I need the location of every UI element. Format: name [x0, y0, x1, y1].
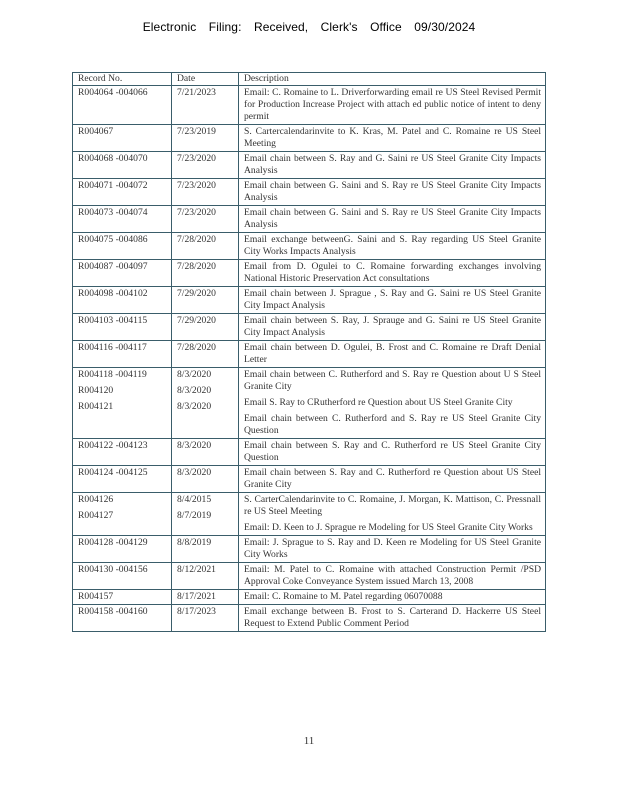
record-number: R004068 -004070 — [78, 153, 148, 164]
record-description: S. Cartercalendarinvite to K. Kras, M. Patel and C. Romaine re US Steel Meeting — [244, 126, 541, 149]
record-number: R004120 — [78, 385, 114, 396]
table-row — [73, 179, 546, 206]
description-cell — [239, 439, 546, 466]
date-cell — [172, 260, 239, 287]
record-date: 7/23/2020 — [177, 207, 216, 218]
record-number: R004126 — [78, 494, 114, 505]
record-description: Email chain between J. Sprague , S. Ray and G. Saini re US Steel Granite City Impact Analysis — [244, 288, 541, 311]
record-date: 8/17/2021 — [177, 591, 216, 602]
date-cell — [172, 466, 239, 493]
record-date: 7/29/2020 — [177, 315, 216, 326]
table-row — [73, 260, 546, 287]
table-row — [73, 125, 546, 152]
column-header-date: Date — [172, 73, 239, 86]
record-description: Email chain between G. Saini and S. Ray re US Steel Granite City Impacts Analysis — [244, 207, 541, 230]
record-date: 8/7/2019 — [177, 510, 212, 521]
record-description: Email chain between S. Ray and G. Saini re US Steel Granite City Impacts Analysis — [244, 153, 541, 176]
record-description: S. CarterCalendarinvite to C. Romaine, J. Morgan, K. Mattison, C. Pressnall re US Steel Meeting — [244, 494, 541, 517]
record-number-cell — [73, 125, 172, 152]
record-number: R004118 -004119 — [78, 369, 147, 380]
record-date: 8/3/2020 — [177, 440, 212, 451]
record-number-cell — [73, 493, 172, 536]
description-cell — [239, 341, 546, 368]
record-date: 7/23/2020 — [177, 153, 216, 164]
record-number: R004121 — [78, 401, 114, 412]
table-row — [73, 314, 546, 341]
record-number-cell — [73, 152, 172, 179]
table-row — [73, 536, 546, 563]
date-cell — [172, 590, 239, 605]
table-header-row — [73, 73, 546, 86]
table-row — [73, 368, 546, 439]
table-row — [73, 605, 546, 632]
record-description: Email: J. Sprague to S. Ray and D. Keen re Modeling for US Steel Granite City Works — [244, 537, 541, 560]
date-cell — [172, 179, 239, 206]
record-description: Email from D. Ogulei to C. Romaine forwarding exchanges involving National Historic Preservation Act consultations — [244, 261, 541, 284]
table-row — [73, 341, 546, 368]
record-date: 7/29/2020 — [177, 288, 216, 299]
description-cell — [239, 287, 546, 314]
filing-stamp-header: Electronic Filing: Received, Clerk's Office 09/30/2024 — [142, 20, 476, 34]
description-cell — [239, 233, 546, 260]
record-description: Email chain between S. Ray and C. Rutherford re US Steel Granite City Question — [244, 440, 541, 463]
record-date: 7/23/2020 — [177, 180, 216, 191]
description-cell — [239, 125, 546, 152]
date-cell — [172, 536, 239, 563]
record-number: R004157 — [78, 591, 114, 602]
description-cell — [239, 260, 546, 287]
record-number-cell — [73, 179, 172, 206]
description-cell — [239, 86, 546, 125]
date-cell — [172, 493, 239, 536]
record-description: Email: D. Keen to J. Sprague re Modeling for US Steel Granite City Works — [244, 522, 533, 533]
record-number: R004130 -004156 — [78, 564, 148, 575]
record-description: Email: C. Romaine to L. Driverforwarding email re US Steel Revised Permit for Production Increase Project with attach ed public notice of intent to deny permit — [244, 87, 541, 122]
description-cell — [239, 314, 546, 341]
table-row — [73, 233, 546, 260]
record-date: 7/28/2020 — [177, 261, 216, 272]
record-number: R004158 -004160 — [78, 606, 148, 617]
record-number-cell — [73, 590, 172, 605]
record-description: Email chain between C. Rutherford and S. Ray re Question about U S Steel Granite City — [244, 369, 541, 392]
description-cell — [239, 466, 546, 493]
description-cell — [239, 605, 546, 632]
date-cell — [172, 86, 239, 125]
record-date: 8/17/2023 — [177, 606, 216, 617]
description-cell — [239, 206, 546, 233]
table-row — [73, 439, 546, 466]
record-number-cell — [73, 466, 172, 493]
record-description: Email S. Ray to CRutherford re Question about US Steel Granite City — [244, 397, 513, 408]
table-row — [73, 590, 546, 605]
record-number: R004064 -004066 — [78, 87, 148, 98]
date-cell — [172, 368, 239, 439]
record-date: 8/4/2015 — [177, 494, 212, 505]
description-cell — [239, 536, 546, 563]
table-row — [73, 466, 546, 493]
record-description: Email: M. Patel to C. Romaine with attached Construction Permit /PSD Approval Coke Conveyance System issued March 13, 2008 — [244, 564, 541, 587]
record-date: 7/28/2020 — [177, 342, 216, 353]
record-number-cell — [73, 341, 172, 368]
record-description: Email chain between S. Ray, J. Sprauge and G. Saini re US Steel Granite City Impact Analysis — [244, 315, 541, 338]
record-number-cell — [73, 86, 172, 125]
record-number: R004073 -004074 — [78, 207, 148, 218]
column-header-record: Record No. — [73, 73, 172, 86]
record-number: R004116 -004117 — [78, 342, 147, 353]
record-number: R004071 -004072 — [78, 180, 148, 191]
table-row — [73, 493, 546, 536]
record-description: Email chain between G. Saini and S. Ray re US Steel Granite City Impacts Analysis — [244, 180, 541, 203]
record-number: R004122 -004123 — [78, 440, 148, 451]
date-cell — [172, 125, 239, 152]
record-number-cell — [73, 287, 172, 314]
date-cell — [172, 206, 239, 233]
record-number-cell — [73, 439, 172, 466]
description-cell — [239, 368, 546, 439]
table-row — [73, 563, 546, 590]
date-cell — [172, 439, 239, 466]
record-description: Email exchange between B. Frost to S. Carterand D. Hackerre US Steel Request to Extend Public Comment Period — [244, 606, 541, 629]
record-date: 8/3/2020 — [177, 369, 212, 380]
record-number-cell — [73, 368, 172, 439]
description-cell — [239, 563, 546, 590]
record-number-cell — [73, 563, 172, 590]
record-description: Email exchange betweenG. Saini and S. Ray regarding US Steel Granite City Works Impacts Analysis — [244, 234, 541, 257]
table-row — [73, 152, 546, 179]
record-description: Email chain between D. Ogulei, B. Frost and C. Romaine re Draft Denial Letter — [244, 342, 541, 365]
record-number: R004124 -004125 — [78, 467, 148, 478]
record-number-cell — [73, 314, 172, 341]
record-log-table — [72, 72, 546, 632]
record-number-cell — [73, 260, 172, 287]
date-cell — [172, 563, 239, 590]
record-date: 8/8/2019 — [177, 537, 212, 548]
record-number: R004075 -004086 — [78, 234, 148, 245]
date-cell — [172, 605, 239, 632]
record-number-cell — [73, 206, 172, 233]
table-row — [73, 86, 546, 125]
record-number: R004128 -004129 — [78, 537, 148, 548]
record-number: R004087 -004097 — [78, 261, 148, 272]
table-row — [73, 287, 546, 314]
record-date: 8/3/2020 — [177, 401, 212, 412]
date-cell — [172, 314, 239, 341]
record-description: Email chain between C. Rutherford and S. Ray re US Steel Granite City Question — [244, 413, 541, 436]
record-number: R004127 — [78, 510, 114, 521]
record-date: 7/28/2020 — [177, 234, 216, 245]
table-row — [73, 206, 546, 233]
record-date: 8/3/2020 — [177, 467, 212, 478]
record-date: 8/12/2021 — [177, 564, 216, 575]
page-number: 11 — [303, 735, 315, 747]
description-cell — [239, 179, 546, 206]
column-header-description: Description — [239, 73, 546, 86]
date-cell — [172, 233, 239, 260]
date-cell — [172, 287, 239, 314]
record-number: R004103 -004115 — [78, 315, 148, 326]
record-number: R004098 -004102 — [78, 288, 148, 299]
record-date: 7/23/2019 — [177, 126, 216, 137]
record-description: Email: C. Romaine to M. Patel regarding 06070088 — [244, 591, 443, 602]
date-cell — [172, 341, 239, 368]
date-cell — [172, 152, 239, 179]
record-number-cell — [73, 536, 172, 563]
description-cell — [239, 590, 546, 605]
record-number-cell — [73, 605, 172, 632]
description-cell — [239, 493, 546, 536]
record-number: R004067 — [78, 126, 114, 137]
record-number-cell — [73, 233, 172, 260]
record-date: 8/3/2020 — [177, 385, 212, 396]
record-date: 7/21/2023 — [177, 87, 216, 98]
record-description: Email chain between S. Ray and C. Rutherford re Question about US Steel Granite City — [244, 467, 541, 490]
description-cell — [239, 152, 546, 179]
